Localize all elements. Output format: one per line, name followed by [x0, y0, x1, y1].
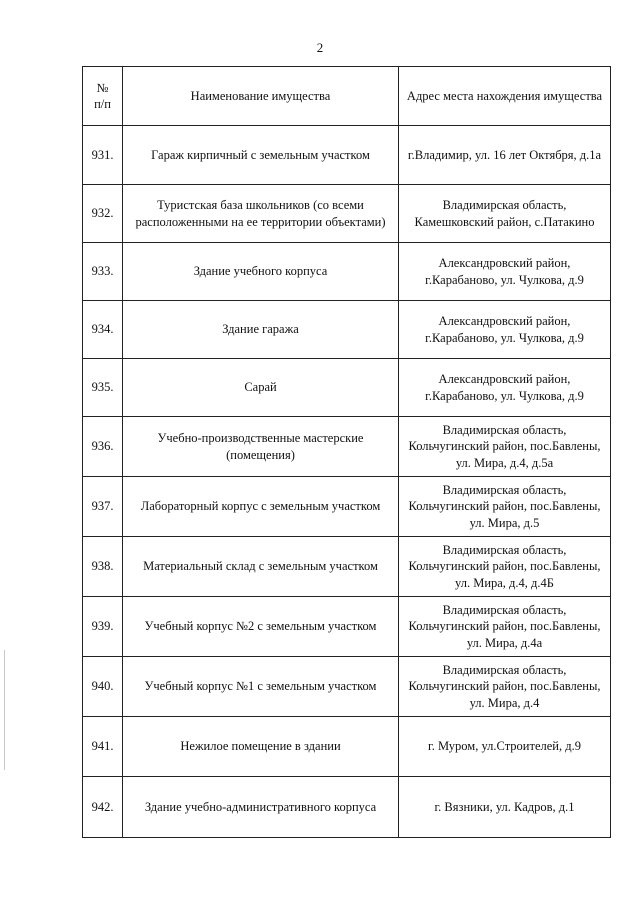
row-number: 932. [83, 185, 123, 243]
row-name: Здание учебного корпуса [123, 243, 399, 301]
row-name: Учебный корпус №1 с земельным участком [123, 657, 399, 717]
header-address: Адрес места нахождения имущества [399, 67, 611, 126]
table-row [83, 359, 611, 417]
row-number: 931. [83, 126, 123, 185]
row-name: Материальный склад с земельным участком [123, 537, 399, 597]
row-address: Владимирская область, Кольчугинский район, пос.Бавлены, ул. Мира, д.5 [399, 477, 611, 537]
row-number: 942. [83, 777, 123, 838]
row-number: 936. [83, 417, 123, 477]
table-row [83, 477, 611, 537]
row-name: Учебно-производственные мастерские (помещения) [123, 417, 399, 477]
row-name: Здание учебно-административного корпуса [123, 777, 399, 838]
row-address: Александровский район, г.Карабаново, ул. Чулкова, д.9 [399, 301, 611, 359]
table-row [83, 537, 611, 597]
row-address: г. Вязники, ул. Кадров, д.1 [399, 777, 611, 838]
row-address: Александровский район, г.Карабаново, ул. Чулкова, д.9 [399, 359, 611, 417]
table-row [83, 777, 611, 838]
row-name: Здание гаража [123, 301, 399, 359]
row-address: Владимирская область, Кольчугинский район, пос.Бавлены, ул. Мира, д.4а [399, 597, 611, 657]
row-number: 934. [83, 301, 123, 359]
row-number: 940. [83, 657, 123, 717]
row-name: Гараж кирпичный с земельным участком [123, 126, 399, 185]
row-number: 935. [83, 359, 123, 417]
row-address: Александровский район, г.Карабаново, ул. Чулкова, д.9 [399, 243, 611, 301]
table-row [83, 126, 611, 185]
row-number: 937. [83, 477, 123, 537]
row-address: Владимирская область, Кольчугинский район, пос.Бавлены, ул. Мира, д.4 [399, 657, 611, 717]
scan-margin-mark [4, 650, 5, 770]
header-name: Наименование имущества [123, 67, 399, 126]
row-name: Лабораторный корпус с земельным участком [123, 477, 399, 537]
row-number: 939. [83, 597, 123, 657]
row-address: Владимирская область, Камешковский район, с.Патакино [399, 185, 611, 243]
page-number: 2 [316, 40, 324, 55]
table-row [83, 597, 611, 657]
row-name: Нежилое помещение в здании [123, 717, 399, 777]
row-name: Туристская база школьников (со всеми расположенными на ее территории объектами) [123, 185, 399, 243]
header-number: № п/п [83, 67, 123, 126]
table-row [83, 657, 611, 717]
row-number: 938. [83, 537, 123, 597]
row-address: Владимирская область, Кольчугинский район, пос.Бавлены, ул. Мира, д.4, д.4Б [399, 537, 611, 597]
property-registry-table [82, 66, 611, 838]
row-address: г.Владимир, ул. 16 лет Октября, д.1а [399, 126, 611, 185]
table-row [83, 417, 611, 477]
table-header-row [83, 67, 611, 126]
row-address: г. Муром, ул.Строителей, д.9 [399, 717, 611, 777]
row-name: Сарай [123, 359, 399, 417]
table-row [83, 301, 611, 359]
row-address: Владимирская область, Кольчугинский район, пос.Бавлены, ул. Мира, д.4, д.5а [399, 417, 611, 477]
table-row [83, 717, 611, 777]
row-name: Учебный корпус №2 с земельным участком [123, 597, 399, 657]
row-number: 933. [83, 243, 123, 301]
table-row [83, 185, 611, 243]
row-number: 941. [83, 717, 123, 777]
table-row [83, 243, 611, 301]
